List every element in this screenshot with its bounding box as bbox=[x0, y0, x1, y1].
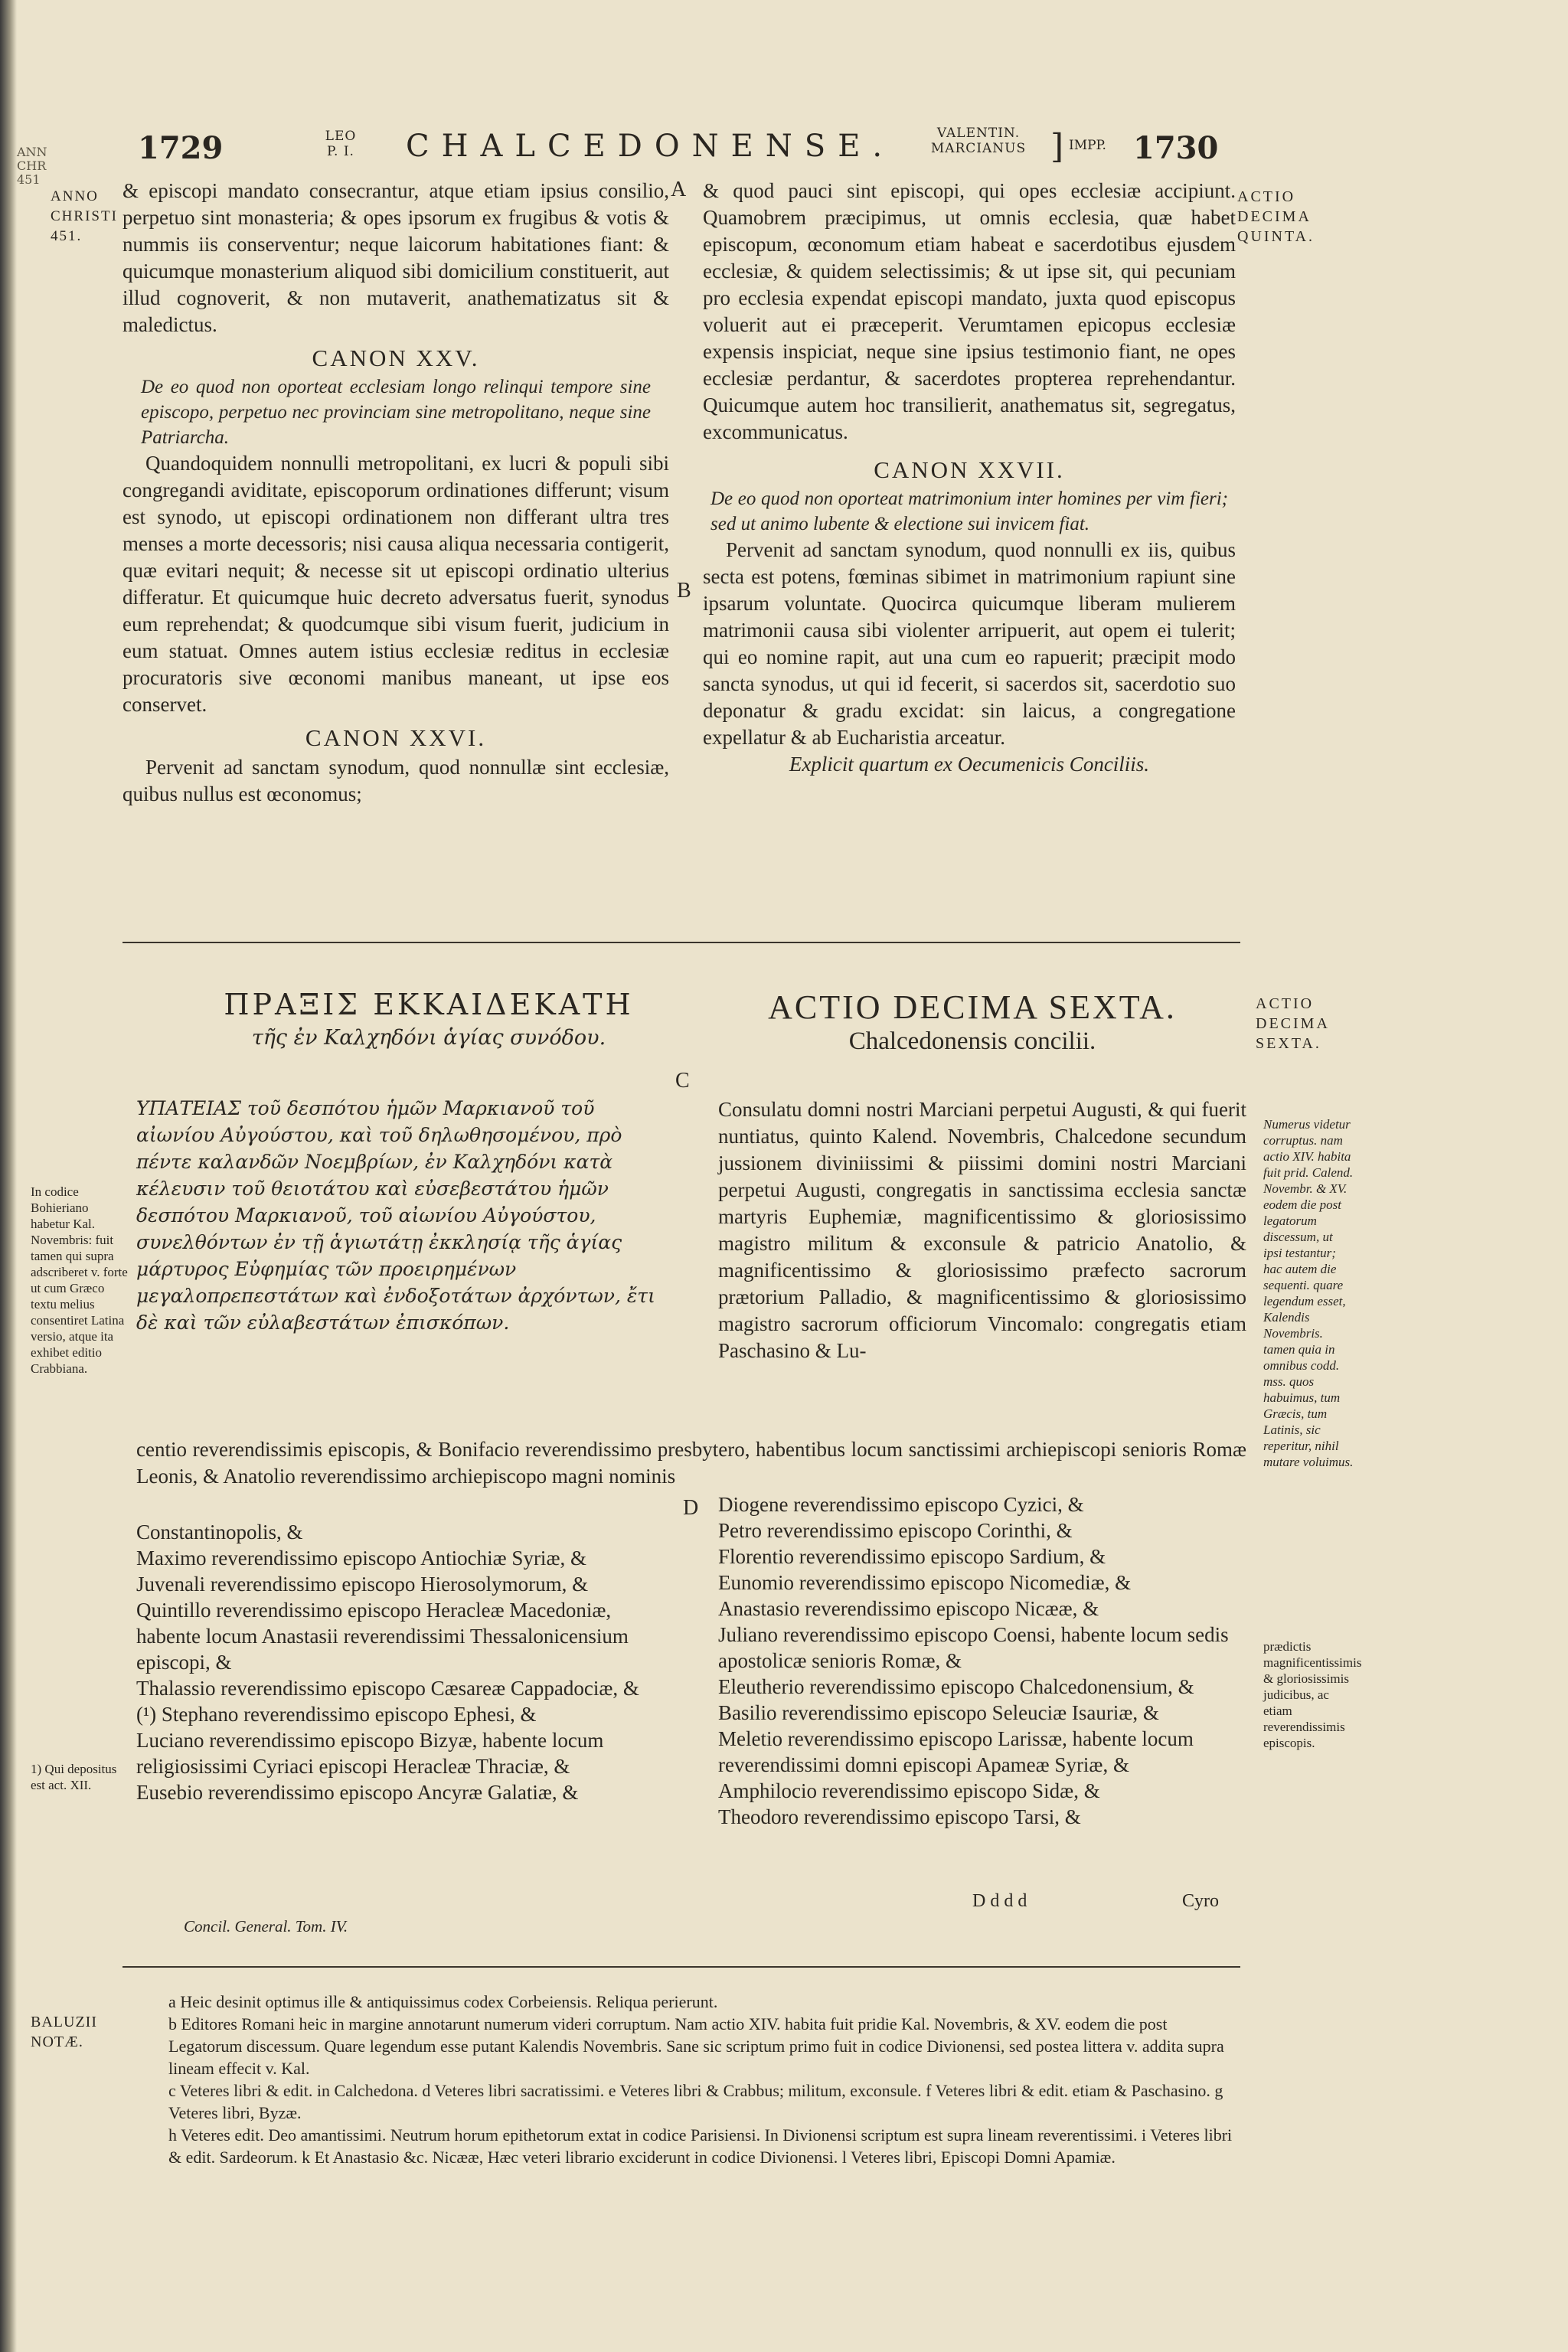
attendee-entry: Constantinopolis, & bbox=[136, 1521, 303, 1544]
margin-actio-quinta: ACTIO DECIMA QUINTA. bbox=[1237, 188, 1315, 245]
page-number-left: 1729 bbox=[138, 130, 224, 166]
latin-actio-subtitle: Chalcedonensis concilii. bbox=[848, 1027, 1096, 1055]
footnote-line: a Heic desinit optimus ille & antiquissimus codex Corbeiensis. Reliqua perierunt. bbox=[168, 1992, 718, 2011]
right-column-canons bbox=[703, 178, 1236, 778]
catchword: Cyro bbox=[1182, 1891, 1219, 1911]
attendee-entry: Thalassio reverendissimo episcopo Cæsareæ Cappadociæ, & bbox=[136, 1677, 639, 1700]
canon-26-heading: CANON XXVI. bbox=[305, 724, 487, 751]
canon-26-continuation: & quod pauci sint episcopi, qui opes ecclesiæ accipiunt. Quamobrem præcipimus, ut omnis ecclesia, quæ habet episcopum, œconomum etiam habeat e sacerdotibus ejusdem ecclesiæ, & quidem selectissimis; & ut ipse sit, qui pecuniam pro ecclesia expendat episcopi mandato, juxta quod episcopus voluerit aut ei præceperit. Verumtamen epicopus ecclesiæ expensis inspiciat, neque sine ipsius testimonio fiant, ne opes ecclesiæ perdantur, & sacerdotes propterea reprehendantur. Quicumque autem hoc transilierit, anathematus sit, segregatus, excommunicatus. bbox=[703, 179, 1236, 443]
attendee-list-left bbox=[136, 1519, 672, 1805]
printer-signature: Dddd bbox=[972, 1891, 1032, 1911]
section-letter-a: A bbox=[671, 178, 687, 201]
section-divider bbox=[122, 942, 1240, 943]
margin-anno-christi: ANNO CHRISTI 451. bbox=[51, 188, 118, 244]
margin-note-left-1: In codice Bohieriano habetur Kal. Novembris: fuit tamen qui supra adscriberet v. forte ut cum Græco textu melius consentiret Latina versio, atque ita exhibet editio Crabbiana. bbox=[31, 1184, 128, 1376]
margin-note-right-2: prædictis magnificentissimis & gloriosissimis judicibus, ac etiam reverendissimis episcopis. bbox=[1263, 1639, 1362, 1750]
latin-opening-text: Consulatu domni nostri Marciani perpetui Augusti, & qui fuerit nuntiatus, quinto Kalend. Novembris, Chalcedone secundum jussionem diviniissimi & piissimi domini nostri Marciani perpetui Augusti, congregatis in sanctissima ecclesia sanctæ martyris Euphemiæ, magnificentissimo & gloriosissimo magistro militum & exconsule & patricio Anatolio, & magnificentissimo & gloriosissimo præfecto sacrorum prætorium Palladio, & magnificentissimo & gloriosissimo magistro sacrorum officiorum Vincomalo: congregatis etiam Paschasino & Lu- bbox=[718, 1098, 1246, 1362]
running-title: CHALCEDONENSE. bbox=[406, 129, 895, 164]
canon-27-text: Pervenit ad sanctam synodum, quod nonnulli ex iis, quibus secta est potens, fœminas sibimet in matrimonium rapiunt sine ipsarum voluntate. Quocirca quicumque liberam mulierem matrimonii causa sibi violenter arripuerit, aut opem ei tulerit; qui eo nomine rapit, aut una cum eo rapuerit; præcipit modo sancta synodus, ut qui id fecerit, si sacerdos sit, sacerdotio suo deponatur & gradu excidat: sin laicus, a congregatione expellatur & ab Eucharistia arceatur. bbox=[703, 538, 1236, 749]
margin-note-left-2: 1) Qui depositus est act. XII. bbox=[31, 1762, 117, 1792]
attendee-entry: Meletio reverendissimo episcopo Larissæ, habente locum reverendissimi domni episcopi Apameæ Syriæ, & bbox=[718, 1727, 1194, 1776]
attendee-entry: Quintillo reverendissimo episcopo Heracleæ Macedoniæ, habente locum Anastasii reverendissimi Thessalonicensium episcopi, & bbox=[136, 1599, 629, 1674]
canon-26-text: Pervenit ad sanctam synodum, quod nonnullæ sint ecclesiæ, quibus nullus est œconomus; bbox=[122, 756, 669, 805]
header-bracket: ] bbox=[1050, 127, 1064, 166]
greek-opening-text: ΥΠΑΤΕΙΑΣ τοῦ δεσπότου ἡμῶν Μαρκιανοῦ τοῦ αἰωνίου Αὐγούστου, καὶ τοῦ δηλωθησομένου, πρὸ πέντε καλανδῶν Νοεμβρίων, ἐν Καλχηδόνι κατὰ κέλευσιν τοῦ θειοτάτου καὶ εὐσεβεστάτου ἡμῶν δεσπότου Μαρκιανοῦ, τοῦ αἰωνίου Αὐγούστου, συνελθόντων ἐν τῇ ἁγιωτάτῃ ἐκκλησίᾳ τῆς ἁγίας μάρτυρος Εὐφημίας τῶν προειρημένων μεγαλοπρεπεστάτων καὶ ἐνδοξοτάτων ἀρχόντων, ἔτι δὲ καὶ τῶν εὐλαβεστάτων ἐπισκόπων. bbox=[136, 1097, 655, 1334]
section-letter-c: C bbox=[675, 1069, 690, 1093]
canon-27-rubric: De eo quod non oporteat matrimonium inter homines per vim fieri; sed ut animo lubente & electione sui invicem fiat. bbox=[710, 488, 1228, 534]
canon-25-text: Quandoquidem nonnulli metropolitani, ex lucri & populi sibi congregandi aviditate, episcoporum ordinationes differunt; visum est synodo, ut episcopi ordinationem non differant ultra tres menses a morte decessoris; nisi causa aliqua necessaria contigerit, quæ evitari nequit; & necesse sit ut episcopi ordinatio ulterius differatur. Et quicumque huic decreto adversatus fuerit, synodus eum reprehendat; & quodcumque sibi visum fuerit, judicium in eum statuat. Omnes autem istius ecclesiæ reditus in ecclesiæ procuratoris sive œconomi manibus maneant, ut ipse eos conservet. bbox=[122, 452, 669, 716]
attendee-entry: Maximo reverendissimo episcopo Antiochiæ Syriæ, & bbox=[136, 1547, 586, 1570]
header-leo: LEO P. I. bbox=[325, 129, 357, 159]
attendee-entry: (¹) Stephano reverendissimo episcopo Ephesi, & bbox=[136, 1703, 537, 1726]
footnote-line: h Veteres edit. Deo amantissimi. Neutrum horum epithetorum extat in codice Parisiensi. In Divionensi scriptum est supra lineam reverentissimi. i Veteres libri & edit. Sardeorum. k Et Anastasio &c. Nicææ, Hæc veteri librario exciderunt in codice Divionensi. l Veteres libri, Episcopi Domni Apamiæ. bbox=[168, 2125, 1233, 2167]
attendee-entry: Juliano reverendissimo episcopo Coensi, habente locum sedis apostolicæ senioris Romæ, & bbox=[718, 1623, 1229, 1672]
section-letter-d: D bbox=[683, 1496, 699, 1520]
spine-margin-label: ANN CHR 451 bbox=[17, 145, 47, 187]
margin-actio-sexta: ACTIO DECIMA SEXTA. bbox=[1256, 995, 1330, 1052]
header-emperors: VALENTIN. MARCIANUS bbox=[930, 126, 1027, 156]
section-letter-b: B bbox=[677, 579, 691, 603]
latin-actio-title: ACTIO DECIMA SEXTA. bbox=[768, 988, 1177, 1026]
concil-volume-line: Concil. General. Tom. IV. bbox=[184, 1917, 348, 1936]
canon-25-heading: CANON XXV. bbox=[312, 345, 480, 371]
attendee-entry: Eunomio reverendissimo episcopo Nicomediæ, & bbox=[718, 1571, 1132, 1594]
attendee-entry: Basilio reverendissimo episcopo Seleuciæ Isauriæ, & bbox=[718, 1701, 1159, 1724]
attendee-entry: Juvenali reverendissimo episcopo Hierosolymorum, & bbox=[136, 1573, 589, 1596]
attendee-entry: Anastasio reverendissimo episcopo Nicææ, & bbox=[718, 1597, 1099, 1620]
attendee-entry: Amphilocio reverendissimo episcopo Sidæ, & bbox=[718, 1779, 1100, 1802]
attendee-entry: Luciano reverendissimo episcopo Bizyæ, habente locum religiosissimi Cyriaci episcopi Heracleæ Thraciæ, & bbox=[136, 1729, 604, 1778]
attendee-list-right bbox=[718, 1491, 1246, 1830]
canon-25-rubric: De eo quod non oporteat ecclesiam longo relinqui tempore sine episcopo, perpetuo nec provinciam sine metropolitano, neque sine Patriarcha. bbox=[141, 377, 651, 448]
attendee-entry: Eusebio reverendissimo episcopo Ancyræ Galatiæ, & bbox=[136, 1781, 579, 1804]
canon-27-heading: CANON XXVII. bbox=[874, 456, 1065, 483]
header-impp: IMPP. bbox=[1069, 138, 1106, 153]
baluzii-notae-label: BALUZII NOTÆ. bbox=[31, 2014, 97, 2050]
opening-full-width-line: centio reverendissimis episcopis, & Bonifacio reverendissimo presbytero, habentibus locum sanctissimi archiepiscopi senioris Romæ Leonis, & Anatolio reverendissimo archiepiscopo magni nominis bbox=[136, 1438, 1246, 1488]
greek-actio-subtitle: τῆς ἐν Καλχηδόνι ἁγίας συνόδου. bbox=[251, 1026, 606, 1050]
canon-24-ending: & episcopi mandato consecrantur, atque etiam ipsius consilio, perpetuo sint monasteria; & opes ipsorum ex frugibus & votis & nummis iis conserventur; neque laicorum habitationes fiant: & quicumque monasterium aliquod sibi domicilium constituerit, aut illud cognoverit, & non mutaverit, anathematizatus sit & maledictus. bbox=[122, 179, 669, 336]
margin-note-right-1: Numerus videtur corruptus. nam actio XIV. habita fuit prid. Calend. Novembr. & XV. eodem die post legatorum discessum, ut ipsi testantur; hac autem die sequenti. quare legendum esset, Kalendis Novembris. tamen quia in omnibus codd. mss. quos habuimus, tum Græcis, tum Latinis, sic reperitur, nihil mutare voluimus. bbox=[1263, 1117, 1354, 1469]
attendee-entry: Eleutherio reverendissimo episcopo Chalcedonensium, & bbox=[718, 1675, 1194, 1698]
left-column-canons bbox=[122, 178, 669, 808]
page-number-right: 1730 bbox=[1133, 130, 1219, 166]
attendee-entry: Florentio reverendissimo episcopo Sardium, & bbox=[718, 1545, 1106, 1568]
greek-actio-title: ΠΡΑΞΙΣ ΕΚΚΑΙΔΕΚΑΤΗ bbox=[224, 988, 634, 1021]
footnote-line: b Editores Romani heic in margine annotarunt numerum videri corruptum. Nam actio XIV. habita fuit pridie Kal. Novembris, & XV. eodem die post Legatorum discessum. Quare legendum esse putant Kalendis Novembris. Sane sic scriptum primo fuit in codice Divionensi, sed postea littera v. addita supra lineam effecit v. Kal. bbox=[168, 2014, 1224, 2078]
footnotes bbox=[168, 1991, 1240, 2168]
attendee-entry: Diogene reverendissimo episcopo Cyzici, & bbox=[718, 1493, 1084, 1516]
attendee-entry: Theodoro reverendissimo episcopo Tarsi, & bbox=[718, 1805, 1081, 1828]
notes-divider bbox=[122, 1966, 1240, 1968]
attendee-entry: Petro reverendissimo episcopo Corinthi, & bbox=[718, 1519, 1073, 1542]
explicit-line: Explicit quartum ex Oecumenicis Conciliis. bbox=[789, 753, 1150, 776]
book-spine-edge bbox=[0, 0, 17, 2352]
footnote-line: c Veteres libri & edit. in Calchedona. d Veteres libri sacratissimi. e Veteres libri & Crabbus; militum, exconsule. f Veteres libri & edit. etiam & Paschasino. g Veteres libri, Byzæ. bbox=[168, 2081, 1223, 2122]
